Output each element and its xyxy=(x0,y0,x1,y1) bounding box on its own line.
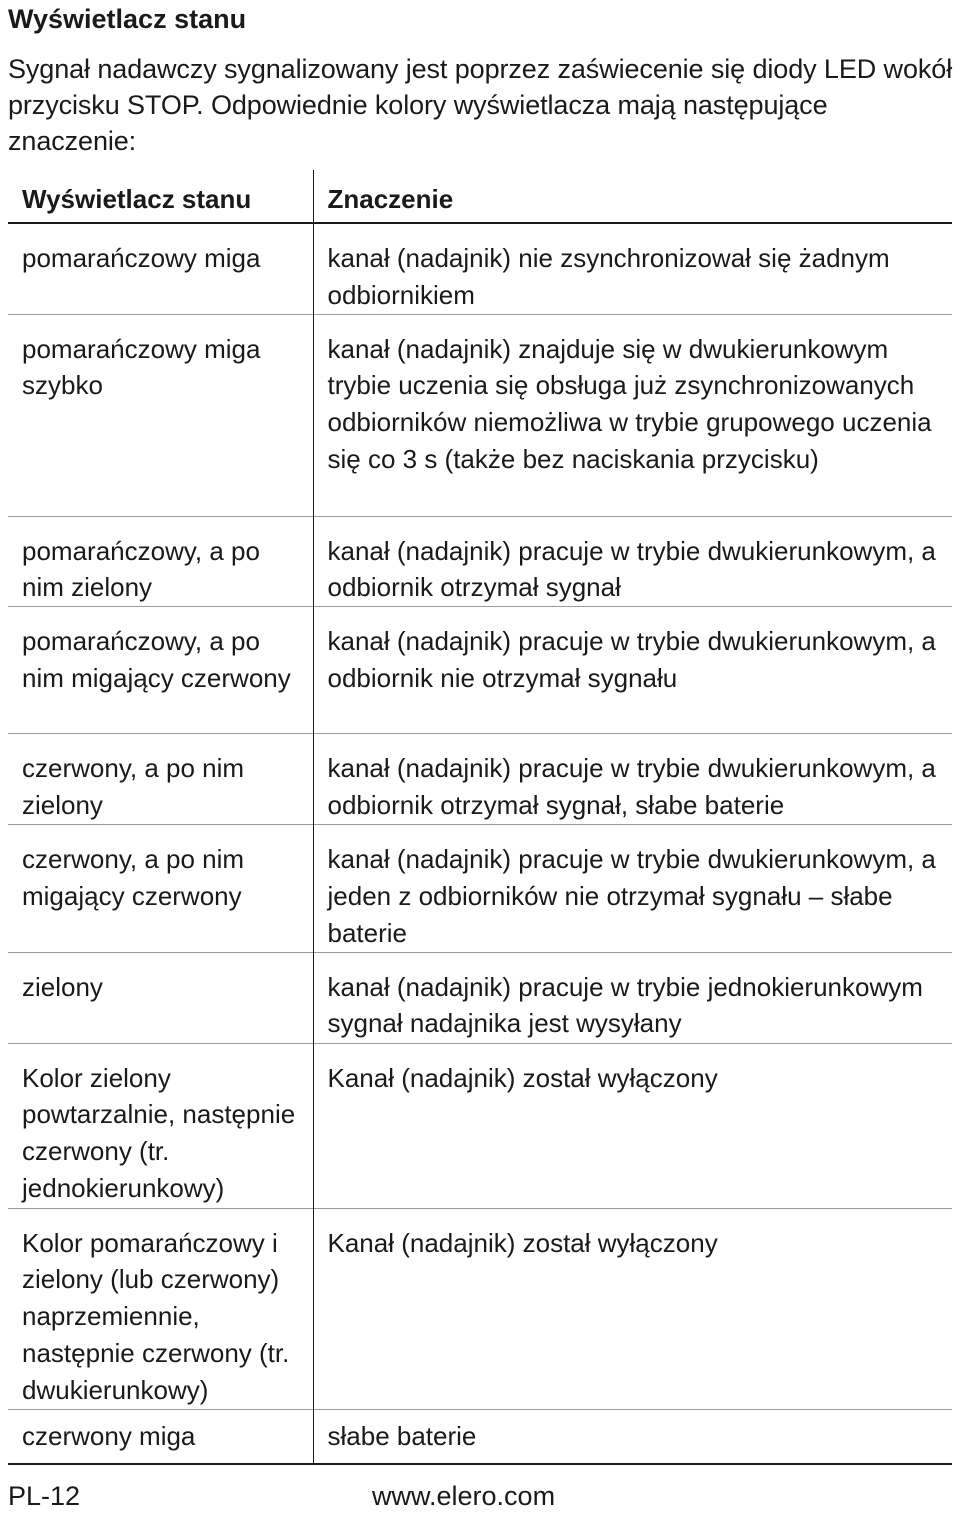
meaning-cell: kanał (nadajnik) pracuje w trybie dwukierunkowym, a jeden z odbiorników nie otrzymał sygnału – słabe baterie xyxy=(313,825,952,952)
table-row xyxy=(8,1043,952,1208)
meaning-cell: kanał (nadajnik) nie zsynchronizował się żadnym odbiornikiem xyxy=(327,243,890,310)
page-title: Wyświetlacz stanu xyxy=(8,4,247,34)
table-row xyxy=(8,825,952,952)
status-cell: pomarańczowy, a po nim migający czerwony xyxy=(8,607,313,734)
meaning-cell: słabe baterie xyxy=(313,1409,952,1464)
footer-url: www.elero.com xyxy=(372,1481,556,1511)
table-row xyxy=(8,607,952,734)
table-row xyxy=(8,314,952,516)
status-cell: Kolor zielony powtarzalnie, następnie czerwony (tr. jednokierunkowy) xyxy=(8,1043,313,1208)
meaning-cell: kanał (nadajnik) pracuje w trybie jednokierunkowym sygnał nadajnika jest wysyłany xyxy=(313,952,952,1043)
status-table xyxy=(8,170,952,1465)
table-row xyxy=(8,952,952,1043)
status-cell: pomarańczowy, a po nim zielony xyxy=(8,516,313,607)
status-cell: czerwony miga xyxy=(8,1409,313,1464)
meaning-cell: Kanał (nadajnik) został wyłączony xyxy=(313,1208,952,1409)
table-row xyxy=(8,1409,952,1464)
status-cell: czerwony, a po nim zielony xyxy=(8,734,313,825)
status-cell: czerwony, a po nim migający czerwony xyxy=(8,825,313,952)
status-cell: zielony xyxy=(8,952,313,1043)
column-header-status: Wyświetlacz stanu xyxy=(8,170,313,223)
meaning-cell: Kanał (nadajnik) został wyłączony xyxy=(313,1043,952,1208)
intro-paragraph: Sygnał nadawczy sygnalizowany jest poprzez zaświecenie się diody LED wokół przycisku STOP. Odpowiednie kolory wyświetlacza mają następujące znaczenie: xyxy=(8,54,953,156)
table-row xyxy=(8,1208,952,1409)
table-header-row xyxy=(8,170,952,223)
table-row xyxy=(8,516,952,607)
column-header-meaning: Znaczenie xyxy=(313,170,952,223)
status-cell: pomarańczowy miga xyxy=(8,223,313,314)
meaning-cell: kanał (nadajnik) pracuje w trybie dwukierunkowym, a odbiornik nie otrzymał sygnału xyxy=(313,607,952,734)
page-number: PL-12 xyxy=(8,1481,81,1511)
meaning-cell: kanał (nadajnik) pracuje w trybie dwukierunkowym, a odbiornik otrzymał sygnał, słabe baterie xyxy=(313,734,952,825)
status-cell: Kolor pomarańczowy i zielony (lub czerwony) naprzemiennie, następnie czerwony (tr. dwukierunkowy) xyxy=(8,1208,313,1409)
meaning-cell: kanał (nadajnik) znajduje się w dwukierunkowym trybie uczenia się obsługa już zsynchronizowanych odbiorników niemożliwa w trybie grupowego uczenia się co 3 s (także bez naciskania przycisku) xyxy=(313,314,952,516)
status-cell: pomarańczowy miga szybko xyxy=(8,314,313,516)
table-row xyxy=(8,734,952,825)
table-row xyxy=(8,223,952,314)
meaning-cell: kanał (nadajnik) pracuje w trybie dwukierunkowym, a odbiornik otrzymał sygnał xyxy=(313,516,952,607)
